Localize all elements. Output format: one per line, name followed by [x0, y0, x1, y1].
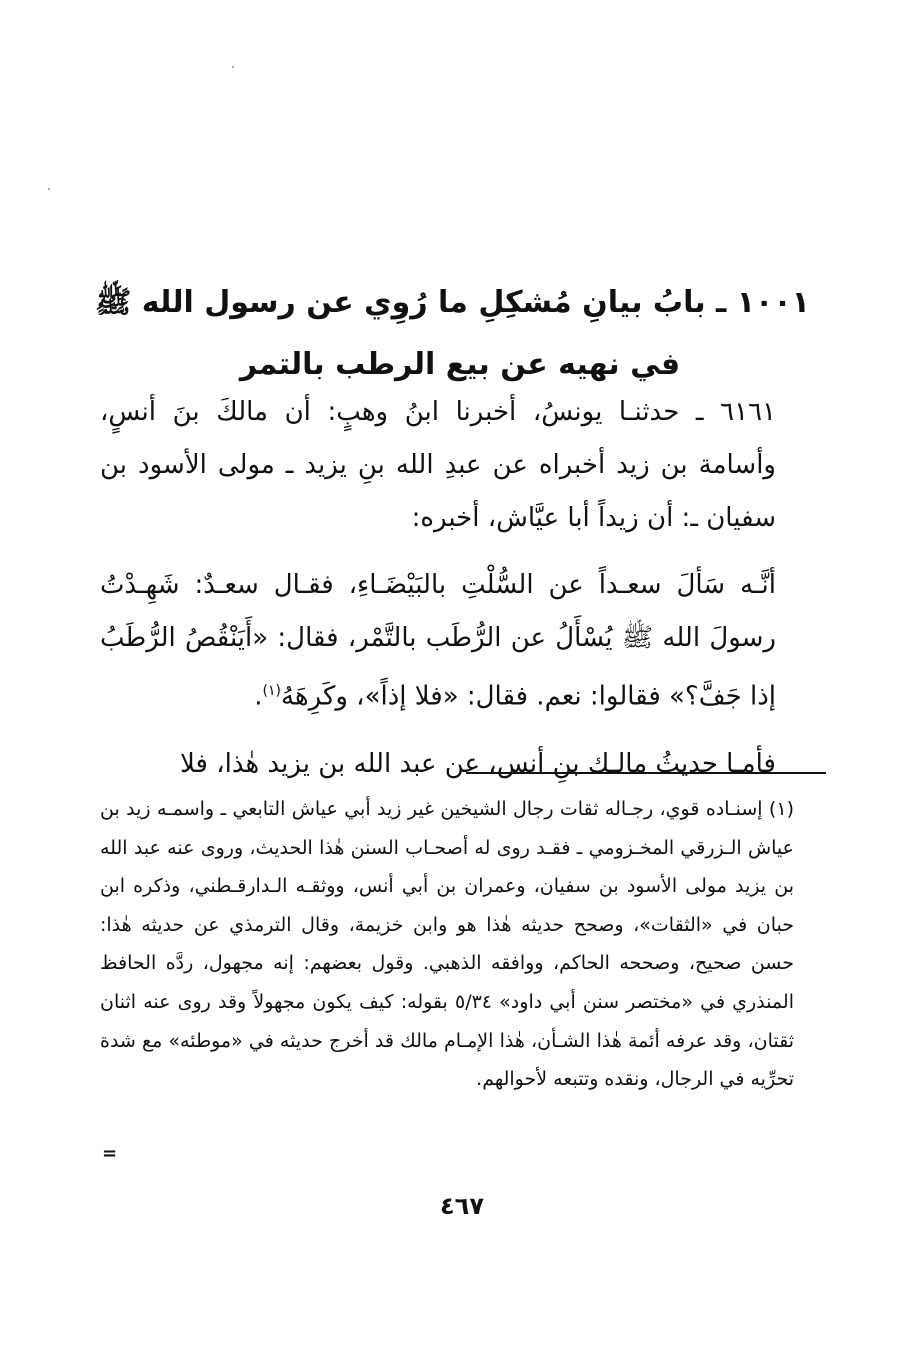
hadith-matn [100, 559, 820, 724]
continuation-mark: = [102, 1143, 118, 1164]
footnote-text: (١) إسنـاده قوي، رجـاله ثقات رجال الشيخين غير زيد أبي عياش التابعي ـ واسمـه زيد بن عياش الـزرقي المخـزومي ـ فقـد روى له أصحـاب السنن هٰذا الحديث، وروى عنه عبد الله بن يزيد مولى الأسود بن سفيان، وعمران بن أبي أنس، ووثقـه الـدارقـطني، وذكره ابن حبان في «الثقات»، وصحح حديثه هٰذا هو وابن خزيمة، وقال الترمذي عن حديثه هٰذا: حسن صحيح، وصححه الحاكم، ووافقه الذهبي. وقول بعضهم: إنه مجهول، ردَّه الحافظ المنذري في «مختصر سنن أبي داود» ٥/٣٤ بقوله: كيف يكون مجهولاً وقد روى عنه اثنان ثقتان، وقد عرفه أئمة هٰذا الشـأن، هٰذا الإمـام مالك قد أخرج حديثه في «موطئه» مع شدة تحرِّيه في الرجال، ونقده وتتبعه لأحوالهم. [100, 798, 794, 1091]
footnote [100, 790, 822, 1099]
scan-speck [48, 188, 50, 190]
page-number: ٤٦٧ [440, 1192, 484, 1220]
chapter-title-line-2: في نهيه عن بيع الرطب بالتمر [239, 347, 681, 382]
hadith-commentary: فأمـا حديثُ مالـك بنِ أنس، عن عبد الله بن يزيد هٰذا، فلا [180, 748, 776, 779]
hadith-matn-end: . [254, 681, 263, 712]
chapter-heading [95, 272, 810, 396]
hadith-text [100, 386, 820, 791]
chapter-title-line-1: ١٠٠١ ـ بابُ بيانِ مُشكِلِ ما رُوِي عن رسول الله ﷺ [95, 285, 810, 320]
scan-speck [232, 66, 234, 68]
hadith-matn-text: أنَّـه سَألَ سعـداً عن السُّلْتِ بالبَيْضَـاءِ، فقـال سعـدٌ: شَهِـدْتُ رسولَ الله ﷺ يُسْأَلُ عن الرُّطَب بالتَّمْر، فقال: «أَيَنْقُصُ الرُّطَبُ إذا جَفَّ؟» فقالوا: نعم. فقال: «فلا إذاً»، وكَرِهَهُ [100, 570, 776, 712]
footnote-divider [466, 772, 826, 774]
footnote-marker[interactable]: (١) [262, 683, 281, 699]
hadith-isnad: ٦١٦١ ـ حدثنـا يونسُ، أخبرنا ابنُ وهبٍ: أن مالكَ بنَ أنسٍ، وأسامة بن زيد أخبراه عن عبدِ الله بنِ يزيد ـ مولى الأسود بن سفيان ـ: أن زيداً أبا عيَّاش، أخبره: [100, 397, 776, 533]
